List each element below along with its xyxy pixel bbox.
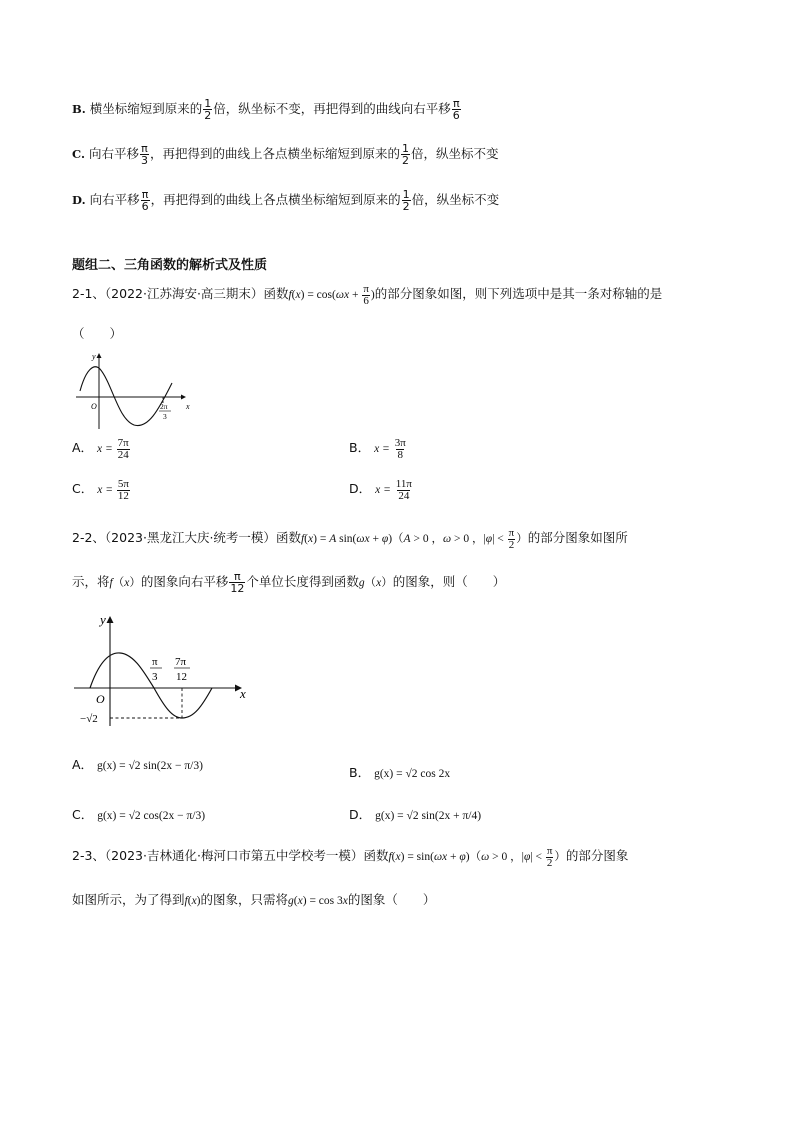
option-letter: B. bbox=[72, 102, 86, 116]
option-text: ，再把得到的曲线上各点横坐标缩短到原来的 bbox=[149, 146, 400, 161]
question-source: （2023·黑龙江大庆·统考一模） bbox=[104, 530, 276, 546]
q2-option-c[interactable] bbox=[72, 805, 205, 823]
f-x: f(x) bbox=[184, 895, 201, 907]
question-text: 示，将 bbox=[72, 574, 110, 589]
fraction-pi-3: $\frac{\pi}{3}$ bbox=[140, 142, 148, 167]
y-axis-arrow bbox=[97, 353, 102, 358]
graph-2-1 bbox=[72, 349, 197, 431]
fraction-pi-12: $\frac{\pi}{12}$ bbox=[230, 570, 245, 595]
y-label: y bbox=[100, 612, 106, 627]
origin-label: O bbox=[91, 402, 97, 411]
option-text: 横坐标缩短到原来的 bbox=[89, 101, 203, 116]
tick-denominator: 3 bbox=[163, 412, 167, 421]
option-math: x = $\frac{5\pi}{12}$ bbox=[97, 478, 129, 502]
q2-option-d[interactable] bbox=[349, 805, 481, 823]
question-text: 如图所示，为了得到 bbox=[72, 892, 185, 907]
question-text: 的图象，只需将 bbox=[200, 892, 289, 907]
option-math: g(x) = √2 sin(2x + π/4) bbox=[375, 810, 482, 822]
question-text: 的部分图象如图所 bbox=[527, 530, 628, 546]
q1-option-a[interactable] bbox=[72, 438, 131, 461]
x-label: x bbox=[240, 686, 246, 701]
question-2-2 bbox=[72, 528, 628, 551]
option-d-prev bbox=[72, 189, 499, 212]
option-text: 倍，纵坐标不变，再把得到的曲线向右平移 bbox=[213, 101, 451, 116]
option-math: g(x) = √2 sin(2x − π/3) bbox=[97, 760, 203, 772]
option-text: 向右平移 bbox=[88, 146, 139, 161]
fraction-pi-6: $\frac{\pi}{6}$ bbox=[452, 97, 460, 122]
ymin-label: −√2 bbox=[80, 713, 98, 725]
option-text: ，再把得到的曲线上各点横坐标缩短到原来的 bbox=[150, 192, 401, 207]
question-number: 2-3、 bbox=[72, 848, 105, 864]
tick1-numerator: π bbox=[152, 656, 158, 668]
option-math: x = $\frac{3\pi}{8}$ bbox=[374, 437, 406, 461]
question-text: 函数 bbox=[275, 530, 301, 546]
question-text: 函数 bbox=[363, 848, 389, 864]
cosine-curve bbox=[80, 367, 172, 426]
question-text: 的图象（ ） bbox=[347, 892, 436, 907]
option-letter: D． bbox=[349, 807, 372, 822]
option-math: x = $\frac{7\pi}{24}$ bbox=[97, 437, 129, 461]
option-letter: B． bbox=[349, 440, 371, 456]
y-label: y bbox=[92, 352, 96, 361]
q2-option-a[interactable] bbox=[72, 755, 203, 773]
section-title: 题组二、三角函数的解析式及性质 bbox=[72, 258, 268, 273]
option-text: 向右平移 bbox=[89, 192, 140, 207]
question-text: 个单位长度得到函数 bbox=[246, 574, 359, 589]
question-2-2-line2 bbox=[72, 571, 505, 594]
y-axis-arrow bbox=[107, 616, 114, 623]
fraction-half: $\frac{1}{2}$ bbox=[204, 97, 212, 122]
option-letter: B． bbox=[349, 765, 371, 780]
tick-numerator: 2π bbox=[160, 402, 168, 411]
option-letter: A． bbox=[72, 757, 94, 772]
sine-curve bbox=[90, 653, 212, 718]
question-text: 的图象，则（ ） bbox=[392, 574, 506, 589]
option-letter: C． bbox=[72, 807, 94, 822]
option-b-prev bbox=[72, 98, 462, 121]
q1-option-d[interactable] bbox=[349, 479, 414, 502]
f-x: f（x） bbox=[109, 577, 141, 589]
x-label: x bbox=[186, 402, 190, 411]
question-source: （2023·吉林通化·梅河口市第五中学校考一模） bbox=[104, 848, 364, 864]
option-c-prev bbox=[72, 143, 499, 166]
tick1-denominator: 3 bbox=[152, 671, 158, 683]
x-axis-arrow bbox=[181, 395, 186, 400]
q1-option-c[interactable] bbox=[72, 479, 131, 502]
question-number: 2-2、 bbox=[72, 530, 105, 546]
question-number: 2-1、 bbox=[72, 286, 105, 302]
tick2-denominator: 12 bbox=[176, 671, 187, 683]
tick2-numerator: 7π bbox=[175, 656, 187, 668]
function-expression: f(x) = A sin(ωx + φ)（A > 0 ，ω > 0 ，|φ| < $\frac{\pi}{2}$ ） bbox=[300, 527, 528, 551]
fraction-half: $\frac{1}{2}$ bbox=[402, 188, 410, 213]
function-expression: f(x) = cos(ωx + $\frac{\pi}{6}$ ) bbox=[288, 283, 375, 307]
option-math: x = $\frac{11\pi}{24}$ bbox=[375, 478, 412, 502]
option-math: g(x) = √2 cos(2x − π/3) bbox=[97, 810, 206, 822]
question-text: 的图象向右平移 bbox=[140, 574, 229, 589]
question-2-1 bbox=[72, 284, 662, 307]
option-math: g(x) = √2 cos 2x bbox=[374, 768, 451, 780]
fraction-half: $\frac{1}{2}$ bbox=[401, 142, 409, 167]
question-text: 函数 bbox=[263, 286, 289, 302]
question-text: 的部分图象 bbox=[565, 848, 629, 864]
g-x: g（x） bbox=[358, 577, 393, 589]
answer-blank: （ ） bbox=[72, 326, 123, 341]
question-source: （2022·江苏海安·高三期末） bbox=[104, 286, 264, 302]
option-letter: A． bbox=[72, 440, 94, 456]
option-letter: C． bbox=[72, 481, 94, 497]
option-letter: C. bbox=[72, 147, 85, 161]
option-letter: D． bbox=[349, 481, 372, 497]
q2-option-b[interactable] bbox=[349, 763, 450, 781]
option-letter: D. bbox=[72, 193, 86, 207]
question-2-3 bbox=[72, 846, 628, 869]
q1-option-b[interactable] bbox=[349, 438, 408, 461]
option-text: 倍，纵坐标不变 bbox=[411, 192, 500, 207]
g-x-expression: g(x) = cos 3x bbox=[288, 895, 348, 907]
graph-2-2 bbox=[72, 610, 252, 730]
fraction-pi-6: $\frac{\pi}{6}$ bbox=[141, 188, 149, 213]
function-expression: f(x) = sin(ωx + φ)（ω > 0 ，|φ| < $\frac{\pi}{2}$ ） bbox=[388, 845, 566, 869]
option-text: 倍，纵坐标不变 bbox=[410, 146, 499, 161]
origin-label: O bbox=[96, 692, 105, 706]
question-2-3-line2 bbox=[72, 890, 435, 908]
question-text: 的部分图象如图，则下列选项中是其一条对称轴的是 bbox=[374, 286, 663, 302]
